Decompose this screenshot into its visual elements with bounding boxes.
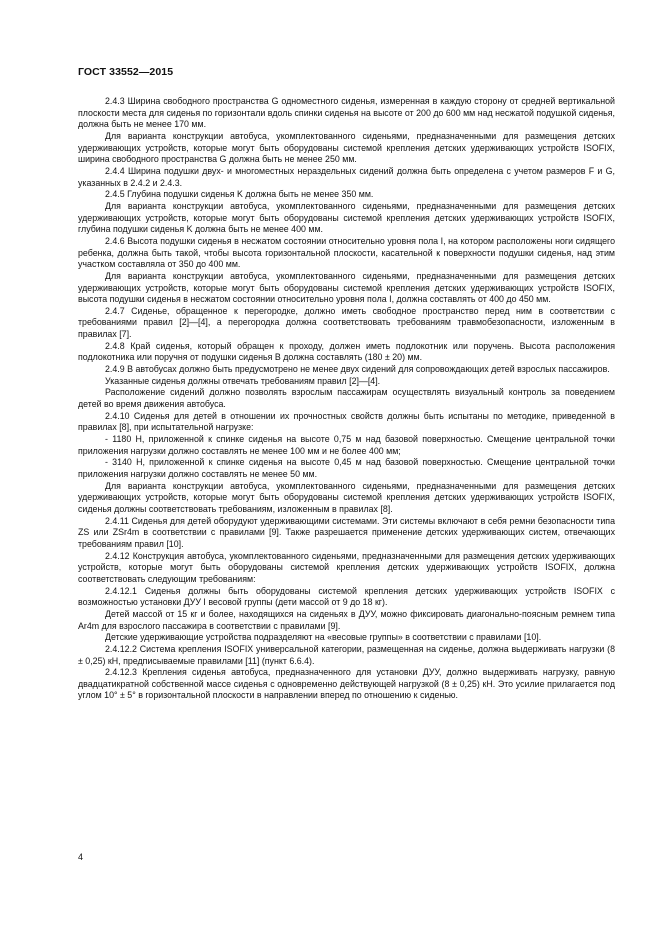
paragraph: Для варианта конструкции автобуса, укомплектованного сиденьями, предназначенными для размещения детских удерживающих устройств, которые могут быть оборудованы системой крепления детских удерживающих устройств ISOFIX, сиденья должны соответствовать требованиям, изложенным в правилах [8]. <box>78 480 615 514</box>
paragraph: Для варианта конструкции автобуса, укомплектованного сиденьями, предназначенными для размещения детских удерживающих устройств, которые могут быть оборудованы системой крепления детских удерживающих устройств ISOFIX, ширина свободного пространства G должна быть не менее 250 мм. <box>78 130 615 165</box>
paragraph: 2.4.4 Ширина подушки двух- и многоместных нераздельных сидений должна быть определена с учетом размеров F и G, указанных в 2.4.2 и 2.4.3. <box>78 165 615 188</box>
list-item: - 3140 Н, приложенной к спинке сиденья на высоте 0,45 м над базовой поверхностью. Смещение центральной точки приложения нагрузки должно составлять не менее 50 мм. <box>78 457 615 479</box>
paragraph: 2.4.3 Ширина свободного пространства G одноместного сиденья, измеренная в каждую сторону от средней вертикальной плоскости места для сиденья по горизонтали вдоль спинки сиденья на высоте от 200 до 600 мм над несжатой подушкой сиденья, должна быть не менее 170 мм. <box>78 96 615 130</box>
paragraph: 2.4.8 Край сиденья, который обращен к проходу, должен иметь подлокотник или поручень. Высота расположения подлокотника или поручня от подушки сиденья B должна составлять (180 ± 20) мм. <box>78 340 615 363</box>
paragraph: 2.4.5 Глубина подушки сиденья K должна быть не менее 350 мм. <box>105 189 374 200</box>
paragraph: Детей массой от 15 кг и более, находящихся на сиденьях в ДУУ, можно фиксировать диагонально-поясным ремнем типа Ar4m для взрослого пассажира в соответствии с правилами [9]. <box>78 608 615 631</box>
paragraph: Указанные сиденья должны отвечать требованиям правил [2]—[4]. <box>105 375 381 386</box>
paragraph: Детские удерживающие устройства подразделяют на «весовые группы» в соответствии с правилами [10]. <box>105 632 542 643</box>
paragraph: 2.4.10 Сиденья для детей в отношении их прочностных свойств должны быть испытаны по методике, приведенной в правилах [8], при испытательной нагрузке: <box>78 410 615 433</box>
paragraph: Расположение сидений должно позволять взрослым пассажирам осуществлять визуальный контроль за поведением детей во время движения автобуса. <box>78 387 615 410</box>
paragraph: 2.4.11 Сиденья для детей оборудуют удерживающими системами. Эти системы включают в себя ремни безопасности типа ZS или ZSr4m в соответствии с правилами [9]. Также разрешается применение детских удерживающих систем, отвечающих требованиям правил [10]. <box>78 515 615 549</box>
document-header: ГОСТ 33552—2015 <box>78 66 174 78</box>
page-number: 4 <box>78 852 84 862</box>
document-body <box>78 96 615 702</box>
paragraph: Для варианта конструкции автобуса, укомплектованного сиденьями, предназначенными для размещения детских удерживающих устройств, которые могут быть оборудованы системой крепления детских удерживающих устройств ISOFIX, высота подушки сиденья в несжатом состоянии относительно уровня пола I, должна составлять от 400 до 450 мм. <box>78 270 615 305</box>
paragraph: 2.4.12.1 Сиденья должны быть оборудованы системой крепления детских удерживающих устройств ISOFIX с возможностью установки ДУУ I весовой группы (дети массой от 9 до 18 кг). <box>78 585 615 608</box>
paragraph: 2.4.7 Сиденье, обращенное к перегородке, должно иметь свободное пространство перед ним в соответствии с требованиями правил [2]—[4], а перегородка должна соответствовать требованиям травмобезопасности, изложенным в правилах [7]. <box>78 305 615 340</box>
paragraph: 2.4.12.2 Система крепления ISOFIX универсальной категории, размещенная на сиденье, должна выдерживать нагрузки (8 ± 0,25) кН, предписываемые правилами [11] (пункт 6.6.4). <box>78 643 615 666</box>
paragraph: 2.4.6 Высота подушки сиденья в несжатом состоянии относительно уровня пола I, на котором расположены ноги сидящего ребенка, должна быть такой, чтобы высота горизонтальной плоскости, касательной к поверхности подушки сиденья, над этим участком составляла от 350 до 400 мм. <box>78 235 615 270</box>
paragraph: 2.4.12.3 Крепления сиденья автобуса, предназначенного для установки ДУУ, должно выдерживать нагрузку, равную двадцатикратной собственной массе сиденья с одновременно действующей нагрузкой (8 ± 0,25) кН. Это усилие прилагается под углом 10° ± 5° в горизонтальной плоскости в направлении вперед по отношению к сиденью. <box>78 667 615 701</box>
paragraph: 2.4.9 В автобусах должно быть предусмотрено не менее двух сидений для сопровождающих детей взрослых пассажиров. <box>105 364 610 375</box>
paragraph: 2.4.12 Конструкция автобуса, укомплектованного сиденьями, предназначенными для размещения детских удерживающих устройств, которые могут быть оборудованы системой крепления детских удерживающих устройств ISOFIX, должна соответствовать следующим требованиям: <box>78 550 615 584</box>
paragraph: Для варианта конструкции автобуса, укомплектованного сиденьями, предназначенными для размещения детских удерживающих устройств, которые могут быть оборудованы системой крепления детских удерживающих устройств ISOFIX, глубина подушки сиденья K должна быть не менее 400 мм. <box>78 200 615 235</box>
list-item: - 1180 Н, приложенной к спинке сиденья на высоте 0,75 м над базовой поверхностью. Смещение центральной точки приложения нагрузки должно составлять не менее 100 мм и не более 400 мм; <box>78 434 615 456</box>
